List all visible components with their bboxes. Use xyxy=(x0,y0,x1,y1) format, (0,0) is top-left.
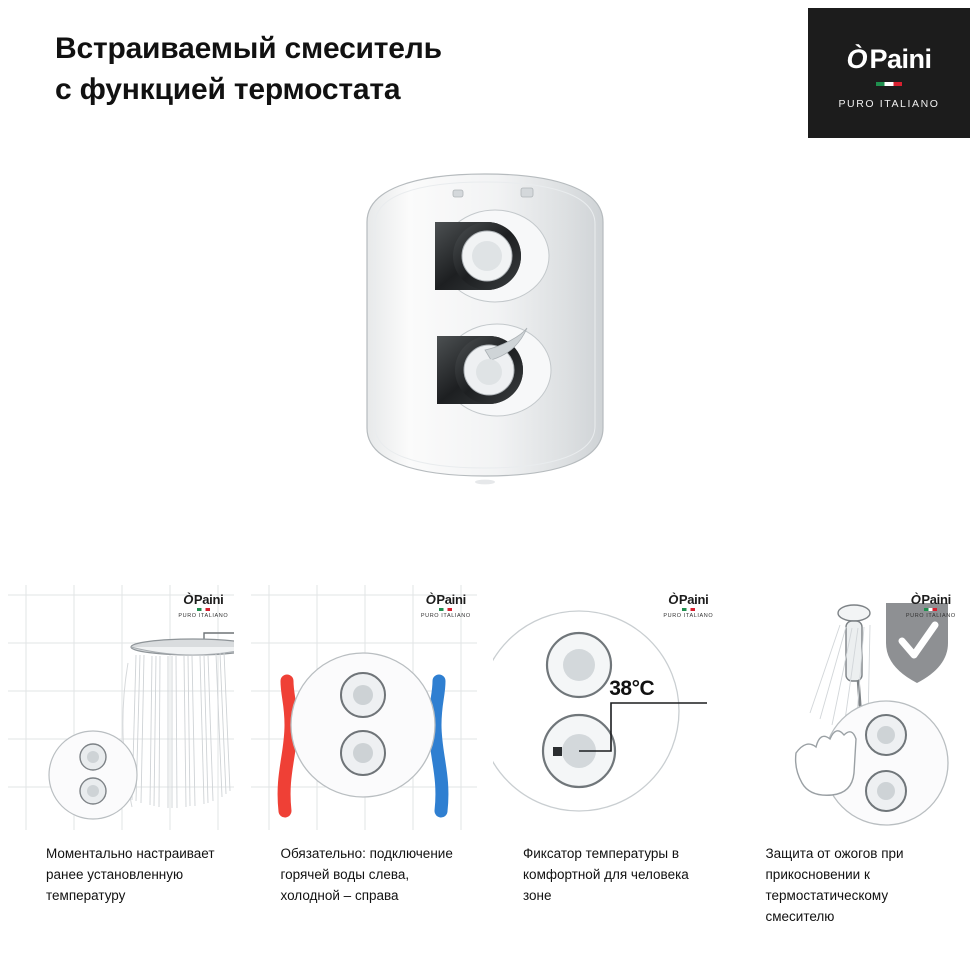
brand-mark-icon: Ò xyxy=(183,592,193,607)
brand-name: Paini xyxy=(869,43,932,74)
rain-shower-icon xyxy=(8,585,234,830)
feature-art-3 xyxy=(493,585,719,830)
hot-cold-connection-icon xyxy=(251,585,477,830)
brand-subtitle: PURO ITALIANO xyxy=(178,613,229,619)
brand-name: Paini xyxy=(193,592,224,607)
page-title xyxy=(55,28,715,111)
italian-flag-icon xyxy=(197,608,210,611)
italian-flag-icon xyxy=(876,82,902,86)
feature-caption-1: Моментально настраивает ранее установленную температуру xyxy=(46,846,215,903)
brand-logo xyxy=(808,42,970,76)
page-title-line-1: Встраиваемый смеситель xyxy=(55,32,442,65)
feature-card-2 xyxy=(243,585,486,928)
brand-mark-icon: Ò xyxy=(910,592,921,607)
feature-card-1 xyxy=(0,585,243,928)
feature-art-1 xyxy=(8,585,234,830)
italian-flag-icon xyxy=(924,608,937,611)
lower-handle xyxy=(437,324,551,416)
feature-caption-3: Фиксатор температуры в комфортной для человека зоне xyxy=(523,846,689,903)
mini-brand-2 xyxy=(421,593,471,619)
brand-mark-icon: Ò xyxy=(425,592,436,607)
feature-art-4 xyxy=(736,585,962,830)
temperature-lock-icon xyxy=(493,585,719,830)
brand-name: Paini xyxy=(678,592,709,607)
page-title-line-2: с функцией термостата xyxy=(55,73,401,107)
brand-logo-box xyxy=(808,8,970,138)
brand-name: Paini xyxy=(921,592,951,607)
feature-caption-4: Защита от ожогов при прикосновении к термостатическому смесителю xyxy=(765,846,904,924)
brand-subtitle: PURO ITALIANO xyxy=(905,613,956,619)
brand-subtitle: PURO ITALIANO xyxy=(838,98,940,110)
brand-name: Paini xyxy=(436,592,466,607)
brand-subtitle: PURO ITALIANO xyxy=(420,613,471,619)
mini-brand-4 xyxy=(906,593,956,619)
temperature-value: 38°C xyxy=(609,677,655,700)
feature-caption-2: Обязательно: подключение горячей воды слева, холодной – справа xyxy=(280,846,453,903)
brand-mark-icon: Ò xyxy=(846,43,867,74)
feature-art-2 xyxy=(251,585,477,830)
feature-card-3 xyxy=(485,585,728,928)
brand-subtitle: PURO ITALIANO xyxy=(663,613,714,619)
brand-mark-icon: Ò xyxy=(668,592,678,607)
feature-strip xyxy=(0,585,970,928)
mini-brand-3 xyxy=(663,593,713,619)
scald-protection-icon xyxy=(736,585,962,830)
italian-flag-icon xyxy=(682,608,695,611)
thermostatic-mixer-illustration xyxy=(335,160,635,490)
mini-brand-1 xyxy=(178,593,228,619)
hero-product-image xyxy=(0,160,970,560)
italian-flag-icon xyxy=(439,608,452,611)
page-header xyxy=(0,0,970,150)
feature-card-4 xyxy=(728,585,970,928)
